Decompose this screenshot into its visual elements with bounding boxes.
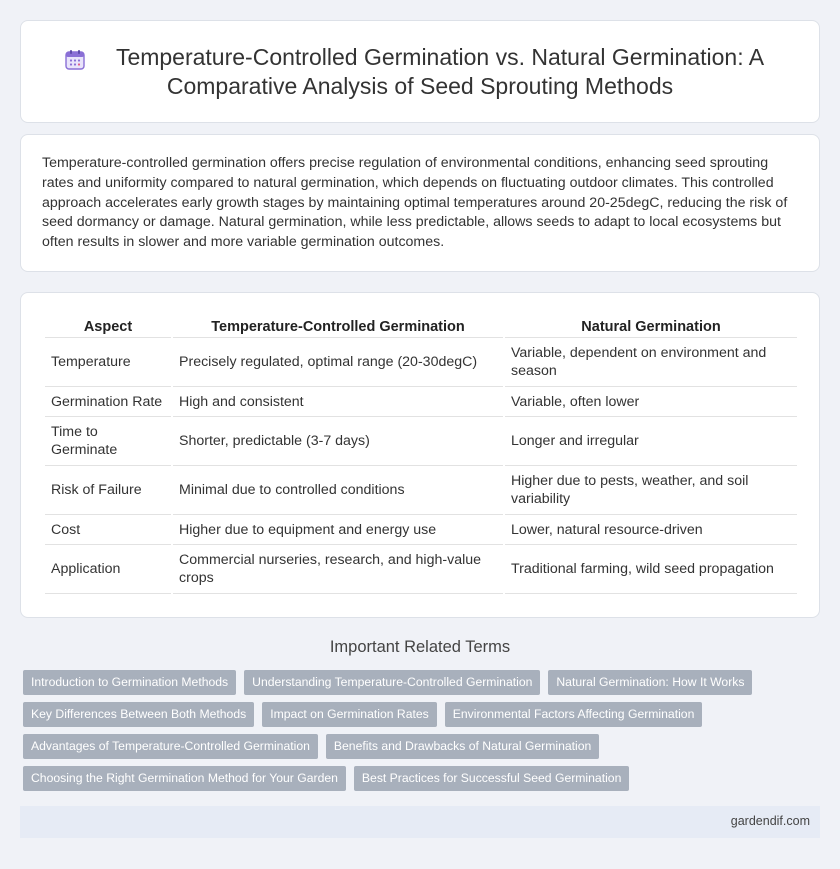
table-cell: Risk of Failure <box>45 466 171 515</box>
table-cell: Variable, dependent on environment and season <box>505 338 797 387</box>
table-row <box>45 515 797 545</box>
table-cell: Shorter, predictable (3-7 days) <box>173 417 503 466</box>
table-cell: Time to Germinate <box>45 417 171 466</box>
comparison-card <box>20 292 820 618</box>
related-term-tag[interactable]: Natural Germination: How It Works <box>548 670 752 695</box>
column-header: Natural Germination <box>505 314 797 338</box>
related-term-tag[interactable]: Benefits and Drawbacks of Natural Germination <box>326 734 599 759</box>
intro-paragraph: Temperature-controlled germination offers precise regulation of environmental conditions, enhancing seed sprouting rates and uniformity compared to natural germination, which depends on fluctuating outdoor climates. This controlled approach accelerates early growth stages by maintaining optimal temperatures around 20-25degC, reducing the risk of seed dormancy or damage. Natural germination, while less predictable, allows seeds to adapt to local ecosystems but often results in slower and more variable germination outcomes. <box>42 155 788 251</box>
related-terms-heading: Important Related Terms <box>329 638 511 656</box>
table-row <box>45 466 797 515</box>
table-cell: High and consistent <box>173 387 503 417</box>
title-line-2: Comparative Analysis of Seed Sprouting Methods <box>166 73 674 99</box>
table-cell: Higher due to pests, weather, and soil variability <box>505 466 797 515</box>
table-cell: Cost <box>45 515 171 545</box>
table-cell: Temperature <box>45 338 171 387</box>
related-term-tag[interactable]: Choosing the Right Germination Method for Your Garden <box>23 766 346 791</box>
footer-bar <box>20 806 820 838</box>
page-title <box>61 43 779 101</box>
table-row <box>45 545 797 594</box>
table-row <box>45 417 797 466</box>
column-header: Aspect <box>45 314 171 338</box>
table-cell: Lower, natural resource-driven <box>505 515 797 545</box>
table-cell: Precisely regulated, optimal range (20-30degC) <box>173 338 503 387</box>
title-card <box>20 20 820 123</box>
table-cell: Higher due to equipment and energy use <box>173 515 503 545</box>
table-cell: Germination Rate <box>45 387 171 417</box>
table-cell: Variable, often lower <box>505 387 797 417</box>
table-cell: Commercial nurseries, research, and high-value crops <box>173 545 503 594</box>
intro-card <box>20 134 820 272</box>
related-term-tag[interactable]: Environmental Factors Affecting Germination <box>445 702 703 727</box>
related-term-tag[interactable]: Best Practices for Successful Seed Germination <box>354 766 629 791</box>
column-header: Temperature-Controlled Germination <box>173 314 503 338</box>
related-term-tag[interactable]: Impact on Germination Rates <box>262 702 437 727</box>
related-term-tag[interactable]: Understanding Temperature-Controlled Germination <box>244 670 540 695</box>
related-terms-list <box>23 670 813 798</box>
table-row <box>45 387 797 417</box>
related-term-tag[interactable]: Introduction to Germination Methods <box>23 670 236 695</box>
table-header-row <box>45 314 797 338</box>
title-line-1: Temperature-Controlled Germination vs. Natural Germination: A <box>115 44 765 70</box>
table-cell: Longer and irregular <box>505 417 797 466</box>
table-cell: Application <box>45 545 171 594</box>
table-cell: Minimal due to controlled conditions <box>173 466 503 515</box>
table-cell: Traditional farming, wild seed propagation <box>505 545 797 594</box>
related-term-tag[interactable]: Key Differences Between Both Methods <box>23 702 254 727</box>
footer-site-link[interactable]: gardendif.com <box>730 814 810 828</box>
related-term-tag[interactable]: Advantages of Temperature-Controlled Germination <box>23 734 318 759</box>
table-row <box>45 338 797 387</box>
comparison-table <box>43 314 799 594</box>
